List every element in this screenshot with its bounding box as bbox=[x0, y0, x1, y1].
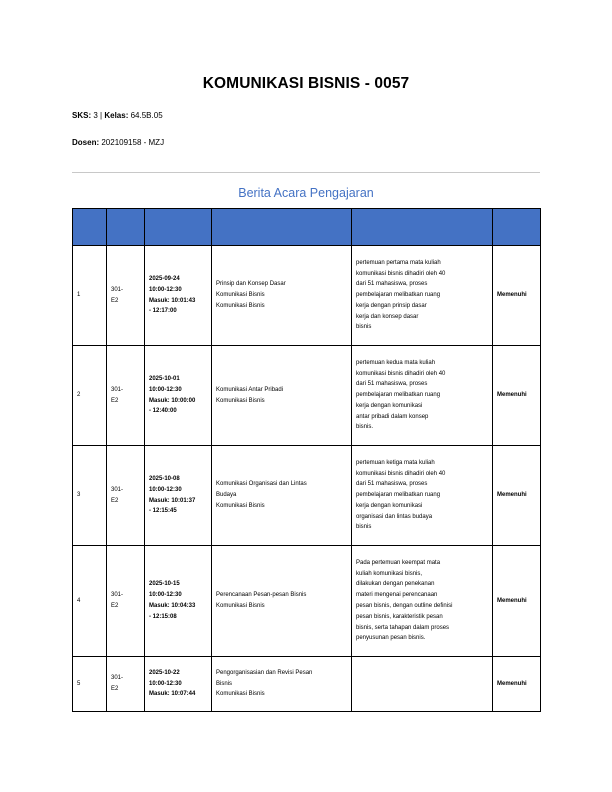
sks-kelas-line bbox=[72, 111, 163, 120]
time-line: 10:00-12:30 bbox=[149, 386, 182, 393]
report-line: penyusunan pesan bisnis. bbox=[356, 635, 426, 642]
berita-acara-table bbox=[72, 208, 541, 712]
time-line: - 12:15:08 bbox=[149, 613, 177, 620]
sks-label: SKS: bbox=[72, 111, 92, 120]
status-cell: Memenuhi bbox=[493, 346, 541, 446]
report-cell bbox=[352, 657, 493, 712]
report-line: komunikasi bisnis dihadiri oleh 40 bbox=[356, 370, 446, 377]
report-line: dari 51 mahasiswa, proses bbox=[356, 281, 428, 288]
report-line: pesan bisnis, karakteristik pesan bbox=[356, 613, 443, 620]
room-code-line: 301- bbox=[111, 286, 124, 293]
report-cell bbox=[352, 446, 493, 546]
table-row bbox=[73, 246, 541, 346]
report-line: bisnis bbox=[356, 524, 372, 531]
time-line: 2025-10-22 bbox=[149, 669, 180, 676]
row-number: 5 bbox=[73, 657, 107, 712]
row-number: 2 bbox=[73, 346, 107, 446]
report-line: komunikasi bisnis dihadiri oleh 40 bbox=[356, 270, 446, 277]
topic-cell bbox=[212, 546, 352, 657]
header-cell bbox=[73, 209, 107, 246]
table-header-row bbox=[73, 209, 541, 246]
topic-line: Bisnis bbox=[216, 680, 233, 687]
room-code-line: E2 bbox=[111, 497, 119, 504]
report-line: pembelajaran melibatkan ruang bbox=[356, 392, 441, 399]
topic-line: Komunikasi Bisnis bbox=[216, 691, 265, 698]
time-line: 2025-10-01 bbox=[149, 375, 180, 382]
report-cell bbox=[352, 346, 493, 446]
sks-value: 3 bbox=[93, 111, 98, 120]
time-line: Masuk: 10:01:43 bbox=[149, 297, 196, 304]
report-line: dilakukan dengan penekanan bbox=[356, 581, 435, 588]
topic-line: Prinsip dan Konsep Dasar bbox=[216, 281, 286, 288]
session-time bbox=[145, 446, 212, 546]
report-line: bisnis, serta tahapan dalam proses bbox=[356, 624, 450, 631]
room-code-line: E2 bbox=[111, 297, 119, 304]
report-line: pesan bisnis, dengan outline definisi bbox=[356, 603, 453, 609]
report-line: kuliah komunikasi bisnis, bbox=[356, 570, 423, 577]
time-line: Masuk: 10:00:00 bbox=[149, 397, 196, 404]
time-line: - 12:17:00 bbox=[149, 308, 177, 315]
topic-line: Komunikasi Bisnis bbox=[216, 292, 265, 299]
header-cell bbox=[352, 209, 493, 246]
report-line: Pada pertemuan keempat mata bbox=[356, 559, 441, 566]
room-code-line: E2 bbox=[111, 686, 119, 692]
report-line: dari 51 mahasiswa, proses bbox=[356, 481, 428, 488]
row-number: 1 bbox=[73, 246, 107, 346]
report-line: pembelajaran melibatkan ruang bbox=[356, 292, 441, 299]
kelas-value: 64.5B.05 bbox=[130, 111, 163, 120]
room-code bbox=[107, 546, 145, 657]
report-cell bbox=[352, 546, 493, 657]
dosen-value: 202109158 - MZJ bbox=[101, 138, 165, 147]
topic-line: Komunikasi Bisnis bbox=[216, 397, 265, 404]
time-line: 10:00-12:30 bbox=[149, 286, 182, 293]
room-code bbox=[107, 446, 145, 546]
topic-line: Pengorganisasian dan Revisi Pesan bbox=[216, 669, 313, 676]
session-time bbox=[145, 546, 212, 657]
row-number: 3 bbox=[73, 446, 107, 546]
status-cell: Memenuhi bbox=[493, 246, 541, 346]
topic-line: Perencanaan Pesan-pesan Bisnis bbox=[216, 592, 307, 599]
session-time bbox=[145, 346, 212, 446]
topic-line: Komunikasi Bisnis bbox=[216, 302, 265, 309]
topic-cell bbox=[212, 446, 352, 546]
dosen-line bbox=[72, 138, 164, 147]
topic-cell bbox=[212, 346, 352, 446]
row-number: 4 bbox=[73, 546, 107, 657]
report-line: pertemuan kedua mata kuliah bbox=[356, 359, 436, 366]
time-line: 10:00-12:30 bbox=[149, 486, 182, 493]
kelas-label: Kelas: bbox=[104, 111, 129, 120]
room-code-line: E2 bbox=[111, 603, 119, 609]
report-line: organisasi dan lintas budaya bbox=[356, 513, 433, 520]
time-line: Masuk: 10:04:33 bbox=[149, 603, 196, 609]
time-line: - 12:15:45 bbox=[149, 508, 177, 515]
topic-cell bbox=[212, 246, 352, 346]
room-code bbox=[107, 657, 145, 712]
time-line: 10:00-12:30 bbox=[149, 680, 182, 687]
page-title: KOMUNIKASI BISNIS - 0057 bbox=[202, 75, 410, 92]
table-row bbox=[73, 446, 541, 546]
report-line: pertemuan pertama mata kuliah bbox=[356, 259, 441, 266]
section-subtitle: Berita Acara Pengajaran bbox=[238, 186, 374, 200]
separator: | bbox=[100, 111, 103, 120]
table-row bbox=[73, 546, 541, 657]
time-line: 2025-10-15 bbox=[149, 581, 180, 588]
status-cell: Memenuhi bbox=[493, 657, 541, 712]
report-line: pertemuan ketiga mata kuliah bbox=[356, 459, 435, 466]
session-time bbox=[145, 657, 212, 712]
time-line: Masuk: 10:07:44 bbox=[149, 691, 196, 698]
report-line: antar pribadi dalam konsep bbox=[356, 413, 429, 420]
topic-line: Komunikasi Bisnis bbox=[216, 502, 265, 509]
room-code bbox=[107, 346, 145, 446]
topic-cell bbox=[212, 657, 352, 712]
report-line: materi mengenai perencanaan bbox=[356, 592, 438, 599]
time-line: Masuk: 10:01:37 bbox=[149, 497, 196, 504]
room-code-line: 301- bbox=[111, 386, 124, 393]
table-row bbox=[73, 346, 541, 446]
status-cell: Memenuhi bbox=[493, 546, 541, 657]
topic-line: Budaya bbox=[216, 492, 237, 499]
report-line: kerja dengan komunikasi bbox=[356, 402, 423, 409]
time-line: 2025-09-24 bbox=[149, 275, 180, 282]
room-code-line: 301- bbox=[111, 592, 124, 599]
report-line: kerja dengan prinsip dasar bbox=[356, 302, 427, 309]
header-cell bbox=[212, 209, 352, 246]
time-line: 10:00-12:30 bbox=[149, 592, 182, 599]
report-line: kerja dan konsep dasar bbox=[356, 313, 419, 320]
report-line: bisnis. bbox=[356, 424, 374, 431]
topic-line: Komunikasi Antar Pribadi bbox=[216, 386, 284, 393]
room-code-line: E2 bbox=[111, 397, 119, 404]
report-line: komunikasi bisnis dihadiri oleh 40 bbox=[356, 470, 446, 477]
table-row bbox=[73, 657, 541, 712]
report-cell bbox=[352, 246, 493, 346]
room-code bbox=[107, 246, 145, 346]
header-cell bbox=[107, 209, 145, 246]
report-line: pembelajaran melibatkan ruang bbox=[356, 492, 441, 499]
divider bbox=[72, 172, 540, 173]
report-line: dari 51 mahasiswa, proses bbox=[356, 381, 428, 388]
status-cell: Memenuhi bbox=[493, 446, 541, 546]
report-line: kerja dengan komunikasi bbox=[356, 502, 423, 509]
time-line: - 12:40:00 bbox=[149, 408, 177, 415]
dosen-label: Dosen: bbox=[72, 138, 100, 147]
time-line: 2025-10-08 bbox=[149, 475, 180, 482]
room-code-line: 301- bbox=[111, 675, 124, 682]
session-time bbox=[145, 246, 212, 346]
report-line: bisnis bbox=[356, 324, 372, 331]
topic-line: Komunikasi Organisasi dan Lintas bbox=[216, 481, 307, 488]
header-cell bbox=[145, 209, 212, 246]
header-cell bbox=[493, 209, 541, 246]
topic-line: Komunikasi Bisnis bbox=[216, 603, 265, 609]
room-code-line: 301- bbox=[111, 486, 124, 493]
